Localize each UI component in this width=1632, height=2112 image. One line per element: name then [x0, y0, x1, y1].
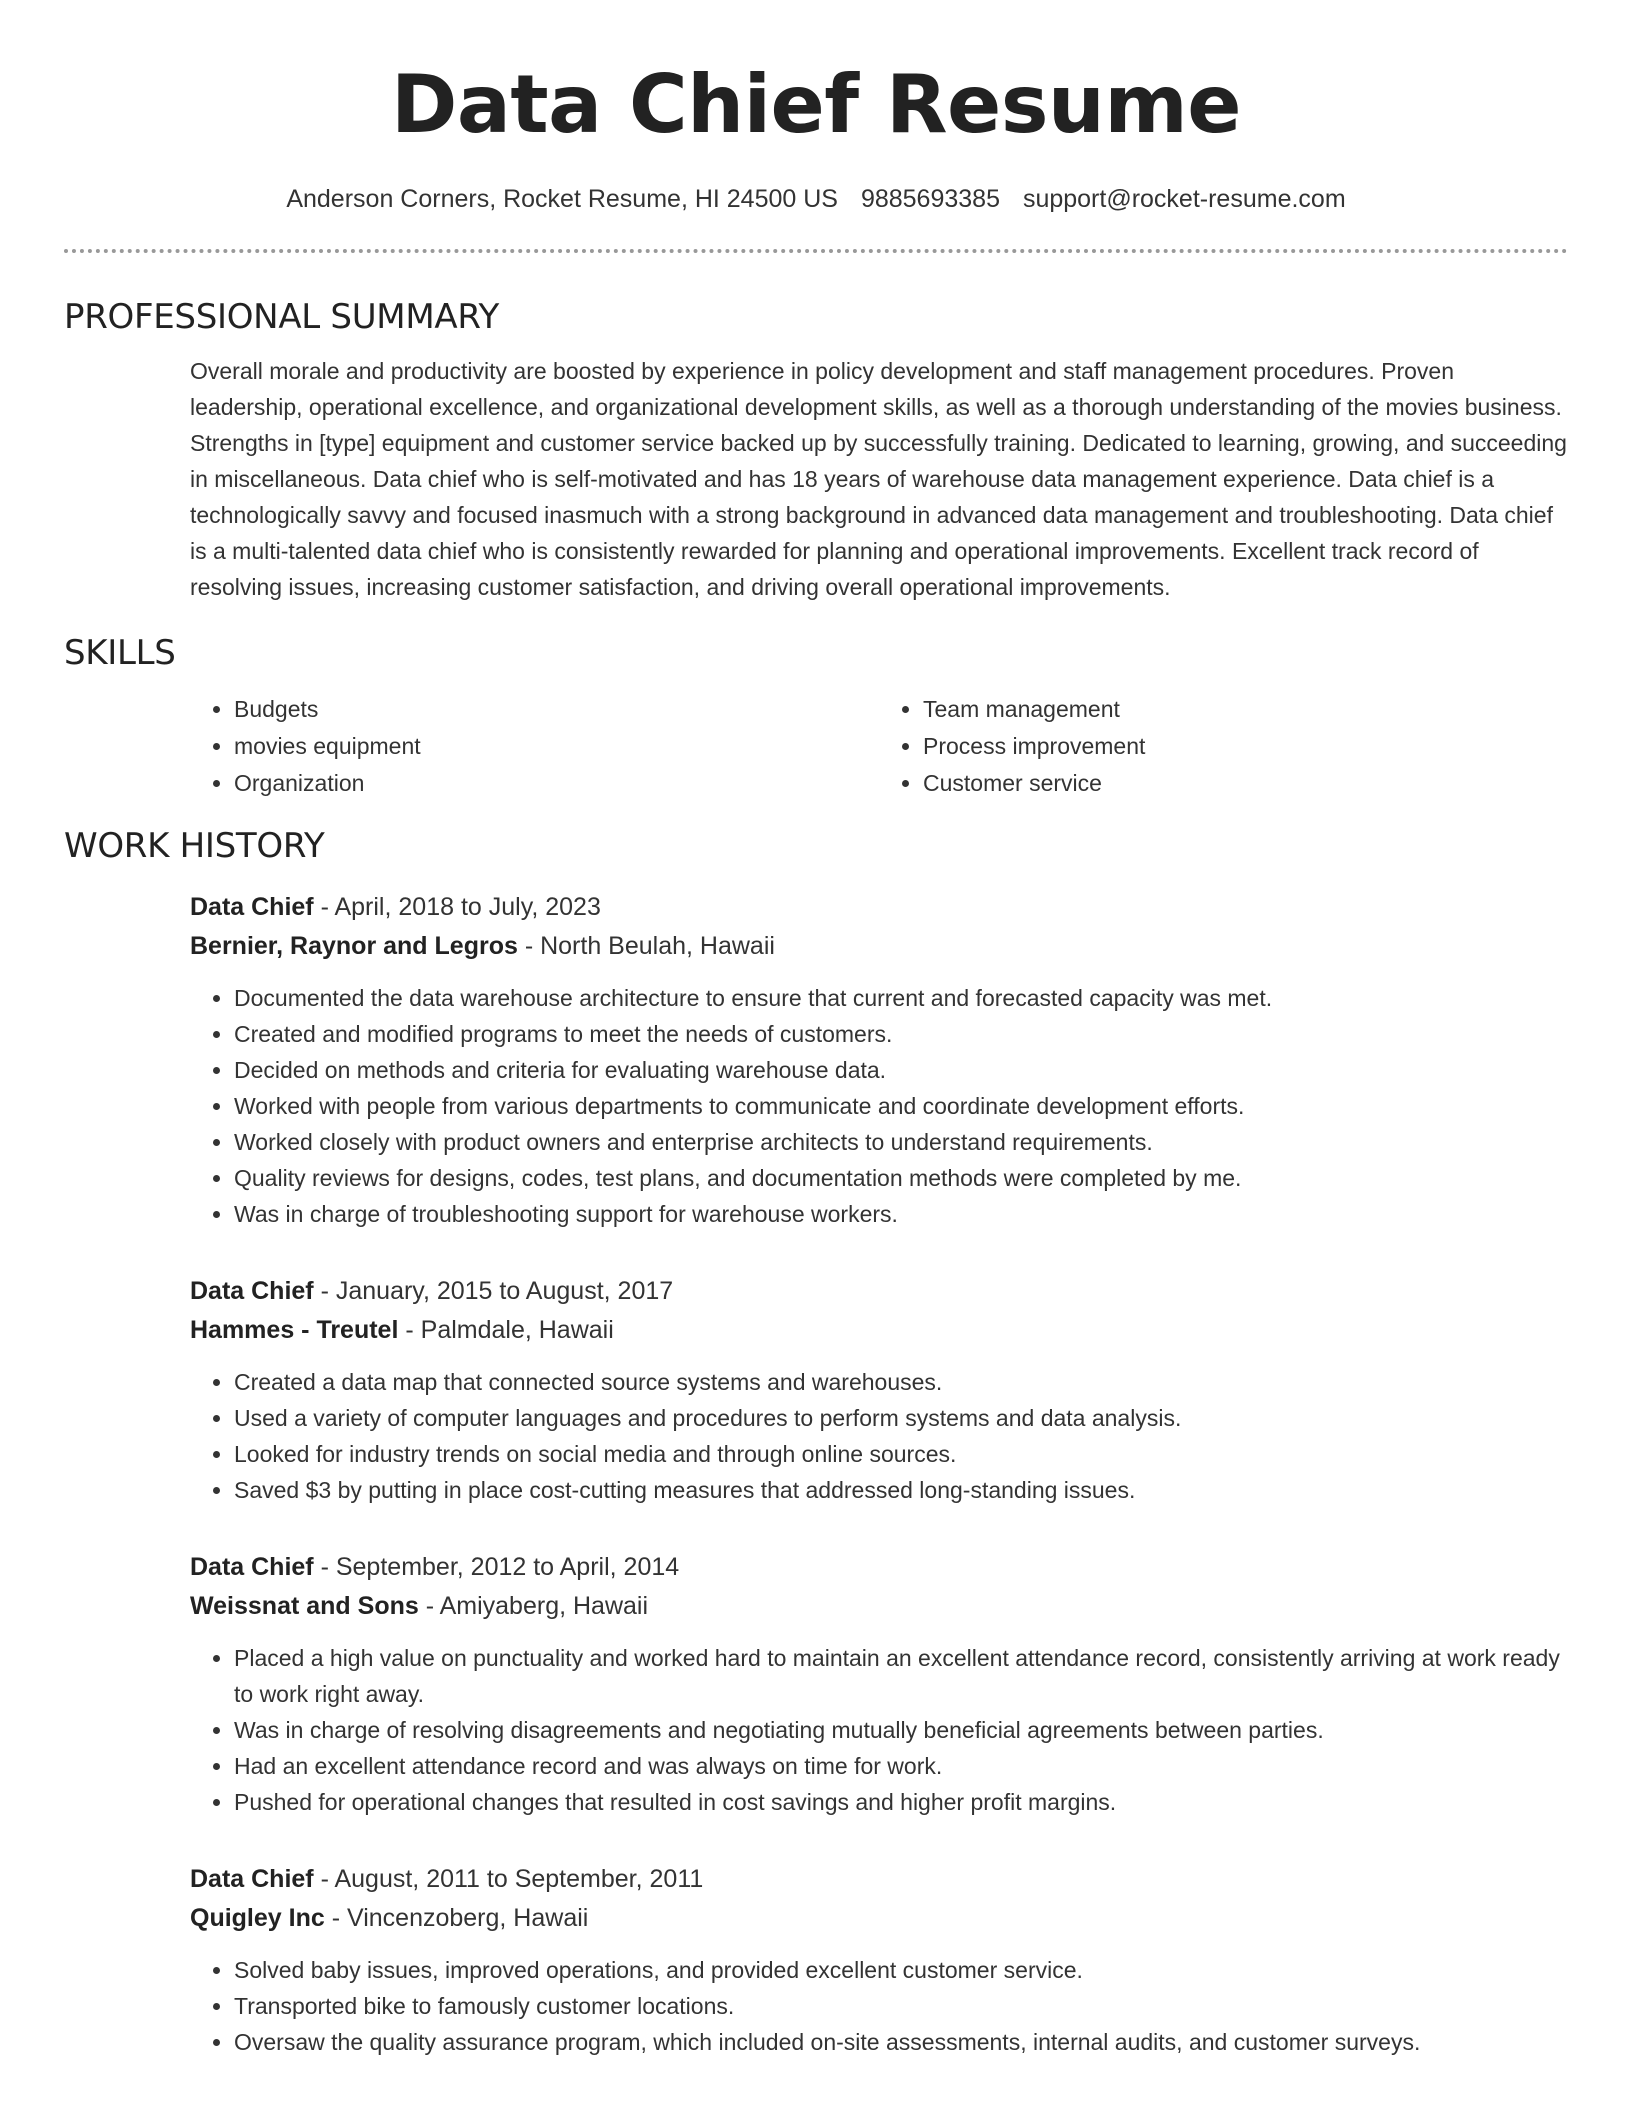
job-title: Data Chief — [190, 1553, 314, 1581]
job-dates: - September, 2012 to April, 2014 — [313, 1553, 680, 1581]
job-title-line — [190, 1272, 1568, 1311]
job-location: - Amiyaberg, Hawaii — [418, 1592, 649, 1620]
duty-item: • Transported bike to famously customer locations. — [234, 1988, 1568, 2024]
duty-item: • Quality reviews for designs, codes, test plans, and documentation methods were completed by me. — [234, 1160, 1568, 1196]
duty-item: • Created a data map that connected source systems and warehouses. — [234, 1364, 1568, 1400]
skill-item: • Organization — [234, 765, 879, 802]
job-entry — [190, 1548, 1568, 1820]
job-title-line — [190, 1548, 1568, 1587]
duty-item: • Worked with people from various departments to communicate and coordinate development efforts. — [234, 1088, 1568, 1124]
job-company-line — [190, 1899, 1568, 1938]
job-duties — [190, 1952, 1568, 2060]
contact-address: Anderson Corners, Rocket Resume, HI 24500 US — [286, 185, 838, 213]
skill-item: • Process improvement — [923, 728, 1568, 765]
job-duties — [190, 1364, 1568, 1508]
summary-text: Overall morale and productivity are boosted by experience in policy development and staff management procedures. Proven leadership, operational excellence, and organizational development skills, as well as a thorough understanding of the movies business. Strengths in [type] equipment and customer service backed up by successfully training. Dedicated to learning, growing, and succeeding in miscellaneous. Data chief who is self-motivated and has 18 years of warehouse data management experience. Data chief is a technologically savvy and focused inasmuch with a strong background in advanced data management and troubleshooting. Data chief is a multi-talented data chief who is consistently rewarded for planning and operational improvements. Excellent track record of resolving issues, increasing customer satisfaction, and driving overall operational improvements. — [190, 358, 1567, 600]
job-title: Data Chief — [190, 1865, 314, 1893]
job-company: Bernier, Raynor and Legros — [190, 932, 518, 960]
job-title-line — [190, 1860, 1568, 1899]
skills-list — [190, 691, 1568, 802]
job-dates: - August, 2011 to September, 2011 — [313, 1865, 704, 1893]
job-entry — [190, 1272, 1568, 1508]
contact-email: support@rocket-resume.com — [1022, 185, 1346, 213]
duty-item: • Used a variety of computer languages and procedures to perform systems and data analysis. — [234, 1400, 1568, 1436]
duty-item: • Oversaw the quality assurance program, which included on-site assessments, internal audits, and customer surveys. — [234, 2024, 1568, 2060]
duty-item: • Placed a high value on punctuality and worked hard to maintain an excellent attendance record, consistently arriving at work ready to work right away. — [234, 1640, 1568, 1712]
job-duties — [190, 980, 1568, 1232]
job-location: - Vincenzoberg, Hawaii — [324, 1904, 589, 1932]
duty-item: • Pushed for operational changes that resulted in cost savings and higher profit margins. — [234, 1784, 1568, 1820]
job-company-line — [190, 927, 1568, 966]
job-entry — [190, 1860, 1568, 2060]
job-title: Data Chief — [190, 1277, 314, 1305]
job-title-line — [190, 888, 1568, 927]
contact-line — [64, 181, 1568, 217]
duty-item: • Was in charge of troubleshooting support for warehouse workers. — [234, 1196, 1568, 1232]
skill-item: • Customer service — [923, 765, 1568, 802]
job-duties — [190, 1640, 1568, 1820]
skills-heading: SKILLS — [64, 633, 176, 673]
duty-item: • Was in charge of resolving disagreements and negotiating mutually beneficial agreements between parties. — [234, 1712, 1568, 1748]
job-title: Data Chief — [190, 893, 314, 921]
header-divider — [64, 249, 1568, 253]
duty-item: • Decided on methods and criteria for evaluating warehouse data. — [234, 1052, 1568, 1088]
job-company-line — [190, 1311, 1568, 1350]
job-location: - North Beulah, Hawaii — [517, 932, 775, 960]
duty-item: • Solved baby issues, improved operations, and provided excellent customer service. — [234, 1952, 1568, 1988]
job-company-line — [190, 1587, 1568, 1626]
duty-item: • Documented the data warehouse architecture to ensure that current and forecasted capacity was met. — [234, 980, 1568, 1016]
job-entry — [190, 888, 1568, 1232]
resume-page — [64, 0, 1568, 2060]
work-history-heading: WORK HISTORY — [64, 826, 325, 866]
skill-item: • Team management — [923, 691, 1568, 728]
job-location: - Palmdale, Hawaii — [398, 1316, 614, 1344]
duty-item: • Worked closely with product owners and enterprise architects to understand requirements. — [234, 1124, 1568, 1160]
duty-item: • Looked for industry trends on social media and through online sources. — [234, 1436, 1568, 1472]
summary-heading: PROFESSIONAL SUMMARY — [64, 297, 499, 337]
contact-phone: 9885693385 — [860, 185, 1000, 213]
skill-item: • movies equipment — [234, 728, 879, 765]
job-company: Quigley Inc — [190, 1904, 325, 1932]
job-company: Hammes - Treutel — [190, 1316, 399, 1344]
duty-item: • Saved $3 by putting in place cost-cutting measures that addressed long-standing issues. — [234, 1472, 1568, 1508]
skills-column-left — [190, 691, 879, 802]
duty-item: • Had an excellent attendance record and was always on time for work. — [234, 1748, 1568, 1784]
job-dates: - April, 2018 to July, 2023 — [313, 893, 601, 921]
duty-item: • Created and modified programs to meet the needs of customers. — [234, 1016, 1568, 1052]
skills-column-right — [879, 691, 1568, 802]
job-dates: - January, 2015 to August, 2017 — [313, 1277, 674, 1305]
resume-title: Data Chief Resume — [390, 58, 1241, 151]
skill-item: • Budgets — [234, 691, 879, 728]
job-company: Weissnat and Sons — [190, 1592, 419, 1620]
